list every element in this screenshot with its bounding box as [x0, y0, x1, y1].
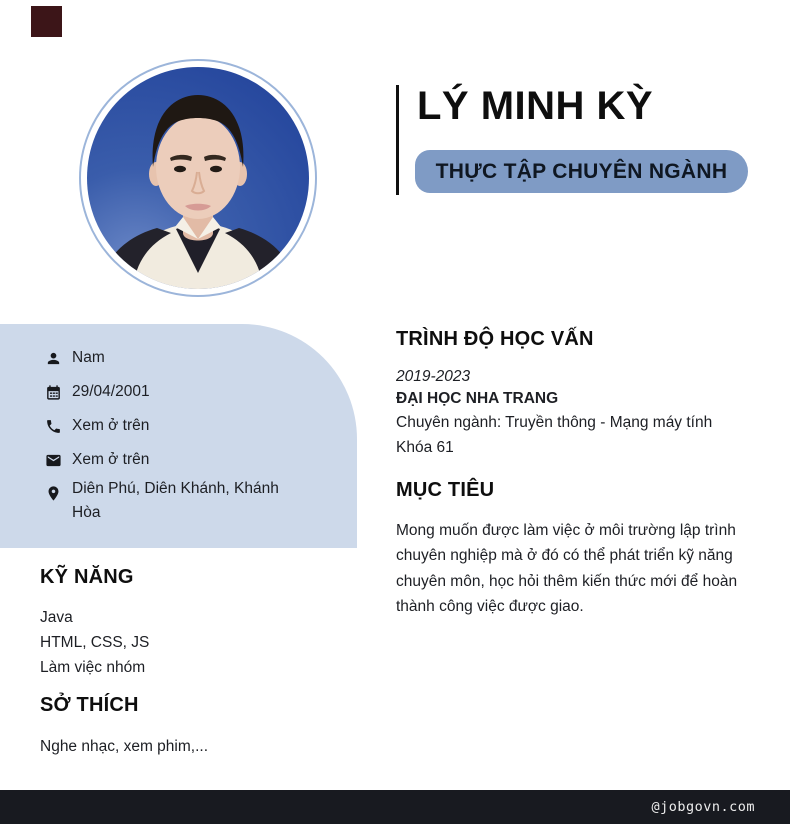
skills-list — [40, 605, 149, 680]
education-major: Chuyên ngành: Truyền thông - Mạng máy tính — [396, 414, 713, 431]
education-school: ĐẠI HỌC NHA TRANG — [396, 390, 559, 407]
birthdate-value: 29/04/2001 — [72, 383, 150, 400]
person-icon — [45, 350, 62, 367]
hobbies-list — [40, 734, 208, 759]
hobbies-heading: SỞ THÍCH — [40, 694, 139, 716]
job-title-text: THỰC TẬP CHUYÊN NGÀNH — [435, 159, 728, 183]
contact-row-phone — [45, 409, 325, 443]
contact-row-address — [45, 477, 325, 525]
skill-item: HTML, CSS, JS — [40, 634, 150, 651]
email-icon — [45, 452, 62, 469]
site-watermark: @jobgovn.com — [651, 799, 755, 815]
skill-item: Java — [40, 609, 73, 626]
phone-icon — [45, 418, 62, 435]
profile-photo-ring — [79, 59, 317, 297]
education-cohort: Khóa 61 — [396, 439, 454, 456]
phone-value: Xem ở trên — [72, 417, 150, 434]
hobby-item: Nghe nhạc, xem phim,... — [40, 738, 208, 755]
calendar-icon — [45, 384, 62, 401]
contact-list — [45, 341, 325, 525]
contact-row-gender — [45, 341, 325, 375]
email-value: Xem ở trên — [72, 451, 150, 468]
corner-mark — [31, 6, 62, 37]
education-heading: TRÌNH ĐỘ HỌC VẤN — [396, 328, 594, 350]
gender-value: Nam — [72, 349, 105, 366]
job-title-banner — [415, 150, 748, 193]
objective-text: Mong muốn được làm việc ở môi trường lập trình chuyên nghiệp mà ở đó có thể phát triển kỹ năng chuyên môn, học hỏi thêm kiến thức mới để hoàn thành công việc được giao. — [396, 522, 738, 615]
contact-row-email — [45, 443, 325, 477]
skill-item: Làm việc nhóm — [40, 659, 146, 676]
address-value: Diên Phú, Diên Khánh, Khánh Hòa — [72, 480, 279, 521]
objective-heading: MỤC TIÊU — [396, 479, 495, 501]
contact-info-box — [0, 324, 357, 548]
education-period: 2019-2023 — [396, 368, 471, 385]
skills-heading: KỸ NĂNG — [40, 566, 134, 588]
portrait-illustration — [87, 67, 309, 289]
name-accent-line — [396, 85, 399, 195]
profile-photo — [87, 67, 309, 289]
contact-row-birthdate — [45, 375, 325, 409]
candidate-name: LÝ MINH KỲ — [417, 84, 654, 128]
location-icon — [45, 485, 62, 502]
bottom-bar — [0, 790, 790, 824]
